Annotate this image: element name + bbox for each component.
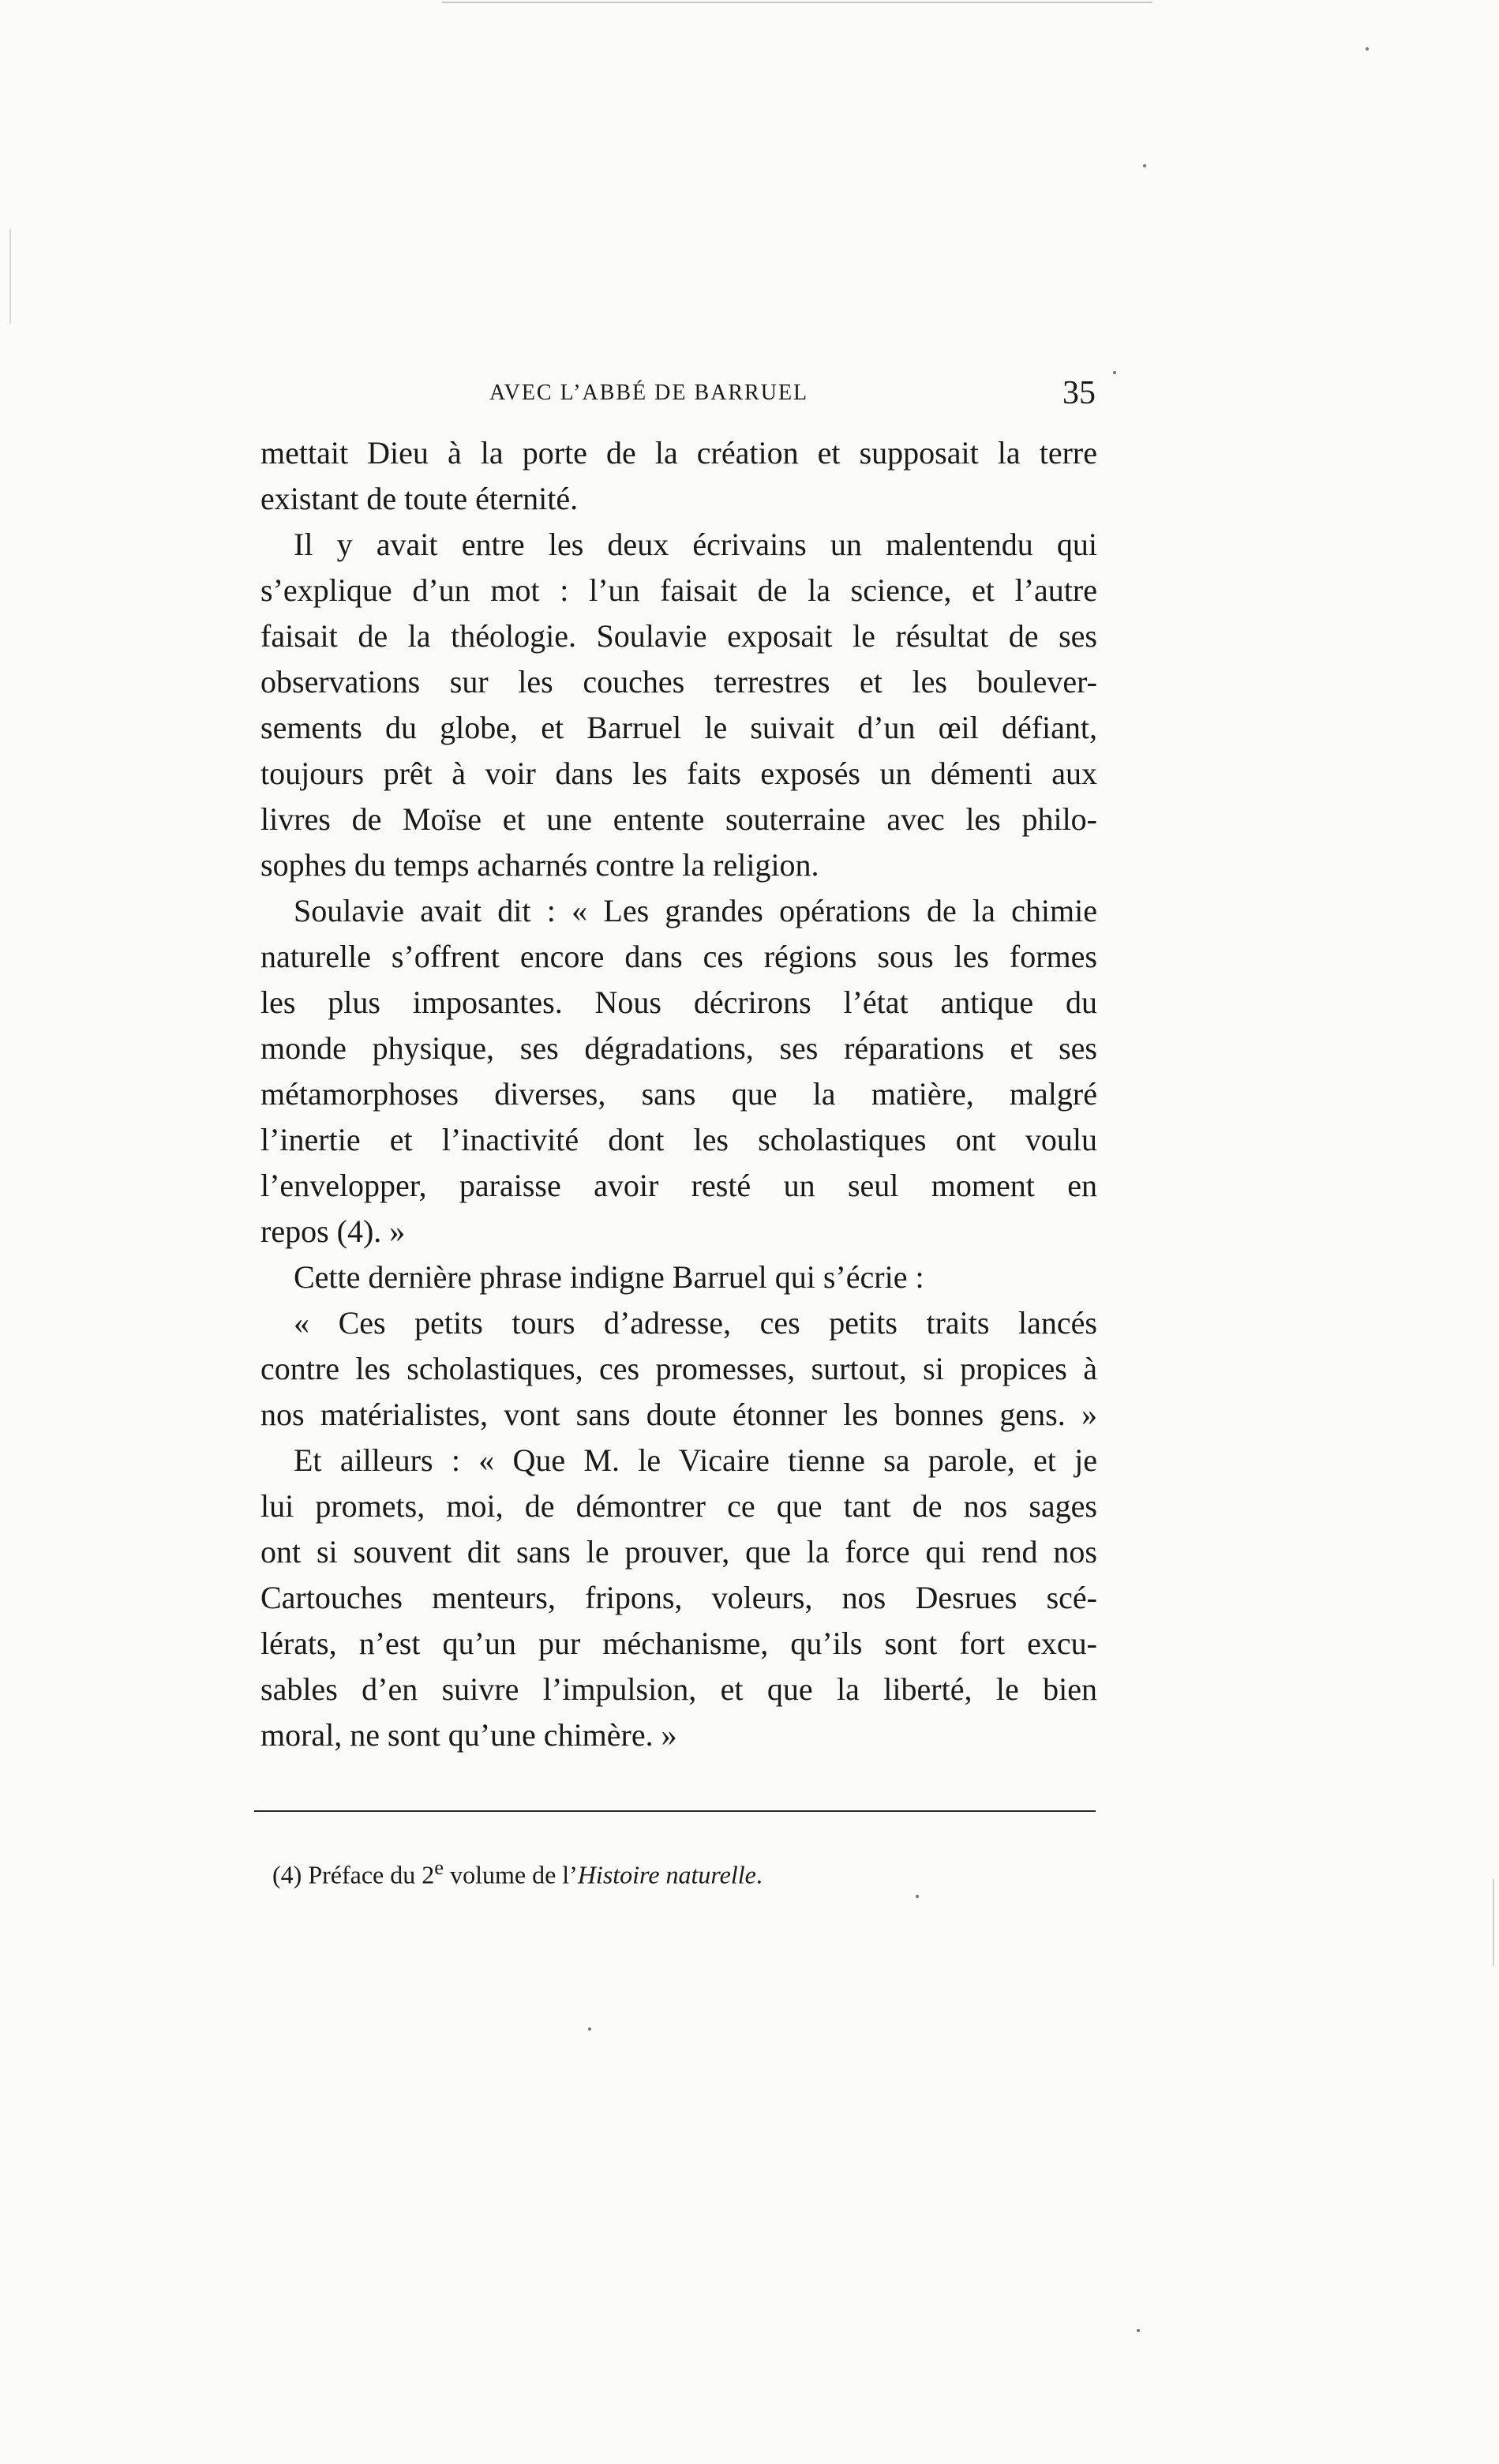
- text-line: « Ces petits tours d’adresse, ces petits traits lancés: [294, 1305, 1097, 1341]
- text-line: ont si souvent dit sans le prouver, que la force qui rend nos: [260, 1534, 1097, 1570]
- text-line: moral, ne sont qu’une chimère. »: [260, 1717, 677, 1753]
- paper-speck: [1137, 2329, 1140, 2332]
- text-line: sables d’en suivre l’impulsion, et que la liberté, le bien: [260, 1671, 1097, 1707]
- footnote-ordinal-suffix: e: [434, 1855, 444, 1879]
- footnote-text-before: Préface du: [308, 1860, 416, 1889]
- footnote-rule: [254, 1810, 1096, 1812]
- text-line: Cartouches menteurs, fripons, voleurs, nos Desrues scé-: [260, 1580, 1097, 1615]
- page-number: 35: [1062, 375, 1096, 411]
- text-line: naturelle s’offrent encore dans ces régions sous les formes: [260, 939, 1097, 974]
- top-edge-rule: [442, 2, 1152, 3]
- paper-speck: [1366, 47, 1369, 51]
- text-line: toujours prêt à voir dans les faits exposés un démenti aux: [260, 756, 1097, 791]
- text-line: contre les scholastiques, ces promesses, surtout, si propices à: [260, 1351, 1097, 1386]
- footnote: [272, 1855, 763, 1890]
- footnote-text-after: .: [755, 1860, 763, 1889]
- running-header: [260, 377, 1121, 425]
- text-line: existant de toute éternité.: [260, 481, 579, 516]
- text-line: monde physique, ses dégradations, ses réparations et ses: [260, 1030, 1097, 1066]
- footnote-work-title: Histoire naturelle: [577, 1860, 756, 1889]
- paper-speck: [1113, 371, 1116, 374]
- text-line: sophes du temps acharnés contre la religion.: [260, 847, 819, 883]
- footnote-text-middle: volume de l’: [450, 1860, 578, 1889]
- text-line: lui promets, moi, de démontrer ce que tant de nos sages: [260, 1488, 1097, 1524]
- text-line: Soulavie avait dit : « Les grandes opérations de la chimie: [294, 893, 1097, 928]
- footnote-marker: (4): [272, 1860, 302, 1889]
- running-title: AVEC L’ABBÉ DE BARRUEL: [489, 381, 809, 405]
- text-line: nos matérialistes, vont sans doute étonner les bonnes gens. »: [260, 1397, 1097, 1432]
- text-line: livres de Moïse et une entente souterraine avec les philo-: [260, 801, 1097, 837]
- text-line: les plus imposantes. Nous décrirons l’état antique du: [260, 984, 1097, 1020]
- text-line: faisait de la théologie. Soulavie exposait le résultat de ses: [260, 618, 1097, 654]
- body-text: [260, 430, 1097, 1758]
- paper-speck: [588, 2027, 591, 2031]
- text-line: sements du globe, et Barruel le suivait d’un œil défiant,: [260, 710, 1097, 745]
- text-line: repos (4). »: [260, 1213, 406, 1249]
- footnote-ordinal: 2: [422, 1860, 435, 1889]
- text-line: observations sur les couches terrestres et les boulever-: [260, 664, 1097, 699]
- text-line: l’envelopper, paraisse avoir resté un seul moment en: [260, 1168, 1097, 1203]
- text-line: l’inertie et l’inactivité dont les scholastiques ont voulu: [260, 1122, 1097, 1157]
- left-edge-mark: [9, 229, 11, 324]
- text-line: mettait Dieu à la porte de la création et supposait la terre: [260, 435, 1097, 471]
- paper-speck: [916, 1895, 919, 1898]
- text-line: Il y avait entre les deux écrivains un malentendu qui: [294, 527, 1097, 562]
- text-line: Et ailleurs : « Que M. le Vicaire tienne sa parole, et je: [294, 1442, 1097, 1478]
- paper-speck: [1143, 164, 1146, 167]
- text-line: lérats, n’est qu’un pur méchanisme, qu’ils sont fort excu-: [260, 1626, 1097, 1661]
- text-line: s’explique d’un mot : l’un faisait de la science, et l’autre: [260, 572, 1097, 608]
- right-edge-mark: [1493, 1879, 1494, 1966]
- text-line: Cette dernière phrase indigne Barruel qui s’écrie :: [294, 1259, 924, 1295]
- text-line: métamorphoses diverses, sans que la matière, malgré: [260, 1076, 1097, 1112]
